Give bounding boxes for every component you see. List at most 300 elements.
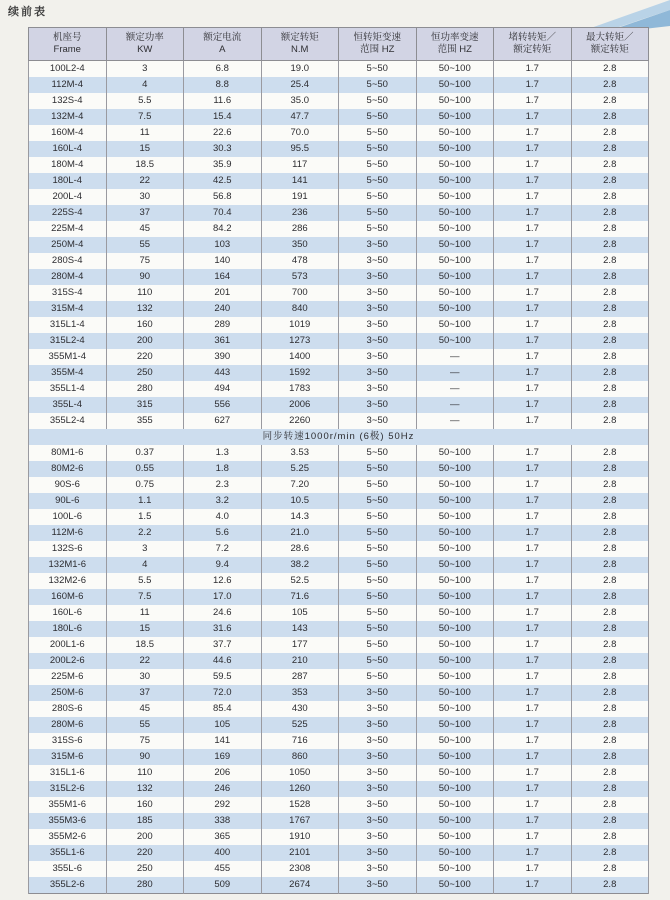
value-cell: 3~50 [339,301,417,317]
value-cell: 1.7 [494,621,572,637]
value-cell: 44.6 [184,653,262,669]
value-cell: 2.8 [571,333,649,349]
frame-cell: 180M-4 [29,157,107,173]
frame-cell: 180L-6 [29,621,107,637]
value-cell: 0.55 [106,461,184,477]
value-cell: 1.7 [494,301,572,317]
frame-cell: 160M-6 [29,589,107,605]
value-cell: 164 [184,269,262,285]
value-cell: 860 [261,749,339,765]
value-cell: 50~100 [416,61,494,78]
value-cell: 6.8 [184,61,262,78]
value-cell: 1.7 [494,141,572,157]
table-row [29,125,649,141]
table-row [29,829,649,845]
value-cell: 50~100 [416,765,494,781]
value-cell: 1.7 [494,701,572,717]
value-cell: 455 [184,861,262,877]
column-header-line1: 恒功率变速 [430,32,479,44]
frame-cell: 112M-6 [29,525,107,541]
value-cell: — [416,365,494,381]
value-cell: 1.7 [494,493,572,509]
value-cell: 2.8 [571,61,649,78]
value-cell: — [416,413,494,429]
frame-cell: 355M1-6 [29,797,107,813]
value-cell: 160 [106,797,184,813]
value-cell: 2.8 [571,77,649,93]
value-cell: 1.7 [494,829,572,845]
value-cell: 3.2 [184,493,262,509]
value-cell: 5~50 [339,141,417,157]
frame-cell: 355L1-4 [29,381,107,397]
value-cell: 206 [184,765,262,781]
value-cell: 11 [106,605,184,621]
frame-cell: 315M-4 [29,301,107,317]
value-cell: 50~100 [416,605,494,621]
frame-cell: 355L-4 [29,397,107,413]
value-cell: 47.7 [261,109,339,125]
frame-cell: 315S-4 [29,285,107,301]
value-cell: 185 [106,813,184,829]
value-cell: 556 [184,397,262,413]
motor-spec-table [28,27,649,894]
table-row [29,861,649,877]
frame-cell: 315L1-4 [29,317,107,333]
value-cell: 1.7 [494,157,572,173]
frame-cell: 80M1-6 [29,445,107,461]
value-cell: 5~50 [339,509,417,525]
value-cell: 1.7 [494,317,572,333]
value-cell: 1.8 [184,461,262,477]
value-cell: 292 [184,797,262,813]
value-cell: 2.8 [571,669,649,685]
value-cell: 2.8 [571,605,649,621]
column-header-line2: 额定转矩 [513,44,552,55]
value-cell: 37 [106,205,184,221]
frame-cell: 315L2-4 [29,333,107,349]
value-cell: 1.5 [106,509,184,525]
value-cell: 5~50 [339,477,417,493]
value-cell: 3~50 [339,685,417,701]
value-cell: 50~100 [416,717,494,733]
value-cell: 50~100 [416,157,494,173]
value-cell: 7.20 [261,477,339,493]
value-cell: 3~50 [339,717,417,733]
value-cell: 85.4 [184,701,262,717]
frame-cell: 225S-4 [29,205,107,221]
frame-cell: 100L-6 [29,509,107,525]
frame-cell: 355L2-6 [29,877,107,894]
value-cell: 31.6 [184,621,262,637]
value-cell: 365 [184,829,262,845]
value-cell: 2.8 [571,205,649,221]
frame-cell: 355L2-4 [29,413,107,429]
value-cell: 15.4 [184,109,262,125]
table-row [29,317,649,333]
frame-cell: 355M-4 [29,365,107,381]
frame-cell: 355M1-4 [29,349,107,365]
value-cell: 5~50 [339,653,417,669]
table-row [29,605,649,621]
column-header-line2: 范围 HZ [360,44,395,55]
table-row [29,477,649,493]
value-cell: 627 [184,413,262,429]
value-cell: 5~50 [339,189,417,205]
value-cell: 350 [261,237,339,253]
frame-cell: 280M-4 [29,269,107,285]
value-cell: 50~100 [416,173,494,189]
value-cell: 3~50 [339,237,417,253]
table-row [29,445,649,461]
value-cell: 59.5 [184,669,262,685]
value-cell: 3~50 [339,861,417,877]
table-row [29,573,649,589]
value-cell: 1400 [261,349,339,365]
frame-cell: 160L-6 [29,605,107,621]
value-cell: 50~100 [416,109,494,125]
value-cell: 1260 [261,781,339,797]
column-header-line1: 恒转矩变速 [353,32,401,44]
value-cell: 2.8 [571,397,649,413]
value-cell: 2.8 [571,301,649,317]
value-cell: 287 [261,669,339,685]
value-cell: 143 [261,621,339,637]
value-cell: 3~50 [339,317,417,333]
value-cell: 2.8 [571,253,649,269]
value-cell: 1019 [261,317,339,333]
value-cell: 2.8 [571,653,649,669]
value-cell: 1.7 [494,845,572,861]
value-cell: 3 [106,61,184,78]
value-cell: 1.7 [494,173,572,189]
value-cell: 2.8 [571,781,649,797]
value-cell: 90 [106,269,184,285]
value-cell: 3~50 [339,381,417,397]
table-section-caption: 同步转速1000r/min (6极) 50Hz [29,429,649,445]
value-cell: 2.8 [571,221,649,237]
value-cell: 3~50 [339,797,417,813]
value-cell: 1592 [261,365,339,381]
frame-cell: 355L-6 [29,861,107,877]
value-cell: 1.7 [494,365,572,381]
value-cell: 1.7 [494,669,572,685]
value-cell: 5~50 [339,589,417,605]
value-cell: 30 [106,189,184,205]
frame-cell: 132M1-6 [29,557,107,573]
page-title: 续前表 [8,6,47,18]
frame-cell: 80M2-6 [29,461,107,477]
table-row [29,381,649,397]
table-row [29,157,649,173]
value-cell: 50~100 [416,781,494,797]
value-cell: 2.8 [571,861,649,877]
value-cell: 443 [184,365,262,381]
value-cell: 50~100 [416,749,494,765]
value-cell: 1.7 [494,109,572,125]
table-row [29,109,649,125]
frame-cell: 132S-6 [29,541,107,557]
value-cell: 50~100 [416,333,494,349]
value-cell: 169 [184,749,262,765]
value-cell: 50~100 [416,525,494,541]
value-cell: 50~100 [416,93,494,109]
value-cell: 2.8 [571,461,649,477]
frame-cell: 250M-6 [29,685,107,701]
table-row [29,461,649,477]
value-cell: 0.75 [106,477,184,493]
value-cell: 5~50 [339,621,417,637]
value-cell: 38.2 [261,557,339,573]
value-cell: 15 [106,621,184,637]
table-section-caption-row [29,429,649,445]
value-cell: 95.5 [261,141,339,157]
value-cell: 1.7 [494,189,572,205]
column-header-line2: Frame [53,44,81,55]
frame-cell: 280S-6 [29,701,107,717]
frame-cell: 225M-4 [29,221,107,237]
value-cell: 355 [106,413,184,429]
value-cell: 22.6 [184,125,262,141]
value-cell: 2.8 [571,685,649,701]
table-row [29,813,649,829]
value-cell: 2.8 [571,93,649,109]
value-cell: 5~50 [339,525,417,541]
value-cell: 5~50 [339,157,417,173]
value-cell: 3~50 [339,701,417,717]
value-cell: 1910 [261,829,339,845]
value-cell: 1767 [261,813,339,829]
value-cell: 35.0 [261,93,339,109]
value-cell: 42.5 [184,173,262,189]
value-cell: 220 [106,845,184,861]
value-cell: 3~50 [339,333,417,349]
value-cell: 2260 [261,413,339,429]
value-cell: 573 [261,269,339,285]
value-cell: 50~100 [416,701,494,717]
value-cell: 50~100 [416,269,494,285]
value-cell: 2.8 [571,717,649,733]
value-cell: 110 [106,765,184,781]
frame-cell: 132M2-6 [29,573,107,589]
column-header-7 [571,28,649,61]
value-cell: 509 [184,877,262,894]
table-row [29,797,649,813]
value-cell: 1050 [261,765,339,781]
table-row [29,365,649,381]
column-header-line2: KW [137,44,153,55]
value-cell: 2.8 [571,109,649,125]
value-cell: 5~50 [339,77,417,93]
value-cell: 18.5 [106,157,184,173]
frame-cell: 90S-6 [29,477,107,493]
value-cell: 117 [261,157,339,173]
table-body [29,61,649,894]
value-cell: 1.7 [494,349,572,365]
value-cell: 2.8 [571,157,649,173]
value-cell: 1.7 [494,333,572,349]
table-row [29,77,649,93]
value-cell: 3~50 [339,765,417,781]
value-cell: 50~100 [416,541,494,557]
value-cell: 1.7 [494,717,572,733]
value-cell: 2006 [261,397,339,413]
value-cell: 25.4 [261,77,339,93]
value-cell: 9.4 [184,557,262,573]
value-cell: 50~100 [416,557,494,573]
value-cell: 2.8 [571,541,649,557]
value-cell: 5~50 [339,61,417,78]
value-cell: 280 [106,877,184,894]
value-cell: 1.7 [494,733,572,749]
value-cell: — [416,349,494,365]
column-header-line1: 机座号 [52,32,82,44]
column-header-line1: 堵转转矩／ [508,32,556,44]
value-cell: 2.8 [571,877,649,894]
frame-cell: 200L1-6 [29,637,107,653]
value-cell: 2.8 [571,589,649,605]
value-cell: 50~100 [416,301,494,317]
frame-cell: 160L-4 [29,141,107,157]
value-cell: 50~100 [416,77,494,93]
value-cell: 35.9 [184,157,262,173]
value-cell: 37.7 [184,637,262,653]
value-cell: 105 [184,717,262,733]
value-cell: 3~50 [339,285,417,301]
frame-cell: 355L1-6 [29,845,107,861]
value-cell: 50~100 [416,141,494,157]
value-cell: 5~50 [339,445,417,461]
column-header-2 [184,28,262,61]
value-cell: 210 [261,653,339,669]
table-row [29,61,649,78]
table-row [29,733,649,749]
table-row [29,509,649,525]
value-cell: 3 [106,541,184,557]
value-cell: 353 [261,685,339,701]
value-cell: 3~50 [339,397,417,413]
column-header-5 [416,28,494,61]
value-cell: 1.7 [494,749,572,765]
value-cell: 494 [184,381,262,397]
value-cell: 4.0 [184,509,262,525]
table-row [29,301,649,317]
value-cell: 2.8 [571,189,649,205]
value-cell: 1.7 [494,205,572,221]
frame-cell: 90L-6 [29,493,107,509]
value-cell: 2.8 [571,749,649,765]
value-cell: 2.8 [571,621,649,637]
value-cell: 50~100 [416,477,494,493]
value-cell: 3~50 [339,845,417,861]
value-cell: 1.7 [494,93,572,109]
value-cell: 1.7 [494,61,572,78]
value-cell: 1.7 [494,525,572,541]
value-cell: 2.8 [571,733,649,749]
frame-cell: 225M-6 [29,669,107,685]
value-cell: 2.8 [571,349,649,365]
value-cell: 1.7 [494,413,572,429]
value-cell: 50~100 [416,125,494,141]
table-row [29,525,649,541]
value-cell: 200 [106,829,184,845]
value-cell: 105 [261,605,339,621]
value-cell: 50~100 [416,733,494,749]
value-cell: 90 [106,749,184,765]
value-cell: 430 [261,701,339,717]
value-cell: 1.7 [494,285,572,301]
value-cell: 1.7 [494,637,572,653]
value-cell: 7.2 [184,541,262,557]
value-cell: 3~50 [339,413,417,429]
value-cell: 1.7 [494,797,572,813]
value-cell: 840 [261,301,339,317]
value-cell: 5~50 [339,573,417,589]
value-cell: 1.3 [184,445,262,461]
value-cell: 22 [106,653,184,669]
value-cell: 5~50 [339,605,417,621]
column-header-line1: 额定电流 [203,32,242,44]
table-row [29,781,649,797]
value-cell: 2.8 [571,445,649,461]
value-cell: 5~50 [339,637,417,653]
value-cell: 2.2 [106,525,184,541]
value-cell: 141 [261,173,339,189]
table-row [29,701,649,717]
frame-cell: 315S-6 [29,733,107,749]
value-cell: 2.8 [571,141,649,157]
table-header [29,28,649,61]
table-row [29,765,649,781]
value-cell: 70.0 [261,125,339,141]
value-cell: 200 [106,333,184,349]
value-cell: 2101 [261,845,339,861]
column-header-line1: 额定转矩 [280,32,319,44]
column-header-line2: 额定转矩 [590,44,629,55]
value-cell: 2.8 [571,269,649,285]
frame-cell: 132S-4 [29,93,107,109]
frame-cell: 250M-4 [29,237,107,253]
value-cell: 140 [184,253,262,269]
value-cell: 2.8 [571,813,649,829]
column-header-line1: 最大转矩／ [585,32,634,44]
value-cell: 361 [184,333,262,349]
value-cell: 1.7 [494,685,572,701]
value-cell: 24.6 [184,605,262,621]
table-row [29,749,649,765]
value-cell: 5~50 [339,669,417,685]
table-header-row [29,28,649,61]
frame-cell: 160M-4 [29,125,107,141]
value-cell: 50~100 [416,621,494,637]
value-cell: 240 [184,301,262,317]
value-cell: 21.0 [261,525,339,541]
value-cell: 2.8 [571,381,649,397]
value-cell: 2.8 [571,557,649,573]
value-cell: 2.8 [571,573,649,589]
value-cell: 2.8 [571,493,649,509]
value-cell: 700 [261,285,339,301]
value-cell: 50~100 [416,285,494,301]
value-cell: 50~100 [416,829,494,845]
column-header-line2: 范围 HZ [437,44,472,55]
table-row [29,253,649,269]
value-cell: 191 [261,189,339,205]
frame-cell: 355M2-6 [29,829,107,845]
value-cell: 50~100 [416,317,494,333]
value-cell: 716 [261,733,339,749]
table-row [29,93,649,109]
value-cell: 50~100 [416,637,494,653]
